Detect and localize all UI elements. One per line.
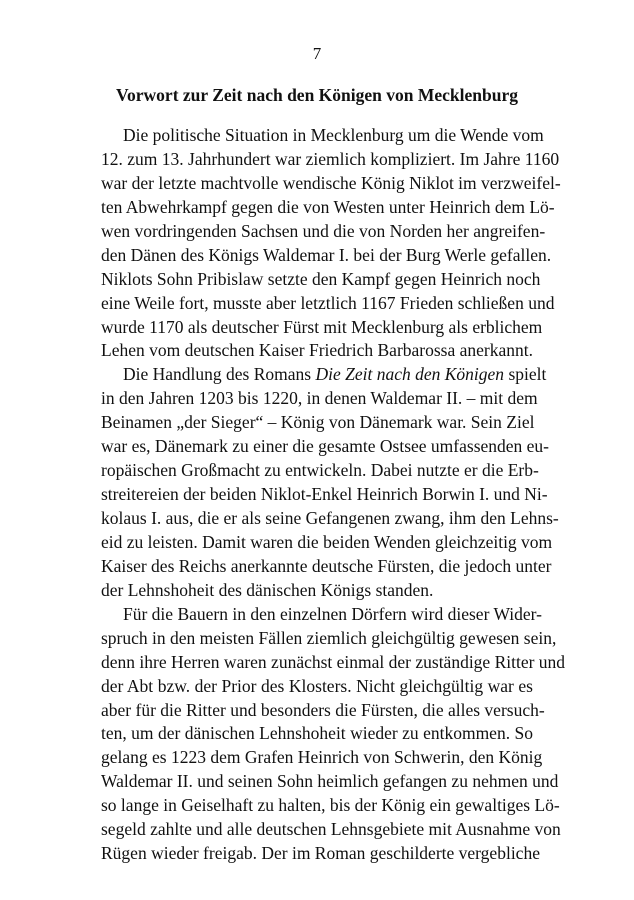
text-line: in den Jahren 1203 bis 1220, in denen Waldemar II. – mit dem [101, 388, 538, 409]
text-line: kolaus I. aus, die er als seine Gefangenen zwang, ihm den Lehns- [101, 508, 559, 528]
text-line: eine Weile fort, musste aber letztlich 1167 Frieden schließen und [101, 292, 555, 313]
text-line: ten Abwehrkampf gegen die von Westen unter Heinrich dem Lö- [101, 196, 555, 217]
text-line: ropäischen Großmacht zu entwickeln. Dabei nutzte er die Erb- [101, 460, 539, 481]
text-line: Rügen wieder freigab. Der im Roman geschilderte vergebliche [101, 843, 540, 864]
text-line: aber für die Ritter und besonders die Fürsten, die alles versuch- [101, 699, 545, 720]
text-line: der Abt bzw. der Prior des Klosters. Nicht gleichgültig war es [101, 675, 533, 696]
text-line: 12. zum 13. Jahrhundert war ziemlich kompliziert. Im Jahre 1160 [101, 148, 560, 169]
text-line: gelang es 1223 dem Grafen Heinrich von Schwerin, den König [101, 747, 543, 768]
text-line: segeld zahlte und alle deutschen Lehnsgebiete mit Ausnahme von [101, 819, 561, 840]
text-line: so lange in Geiselhaft zu halten, bis der König ein gewaltiges Lö- [101, 795, 560, 816]
book-title: Die Zeit nach den Königen [315, 364, 505, 385]
text-line: den Dänen des Königs Waldemar I. bei der Burg Werle gefallen. [101, 244, 552, 265]
text-line: eid zu leisten. Damit waren die beiden Wenden gleichzeitig vom [101, 531, 553, 552]
body-text [101, 124, 566, 866]
text-line: denn ihre Herren waren zunächst einmal der zuständige Ritter und [101, 651, 566, 672]
text-line: Die politische Situation in Mecklenburg um die Wende vom [123, 125, 544, 145]
page-number: 7 [312, 44, 322, 63]
chapter-heading: Vorwort zur Zeit nach den Königen von Mecklenburg [115, 85, 519, 105]
text-line-with-book-title [101, 363, 547, 387]
text-line: Beinamen „der Sieger“ – König von Dänemark war. Sein Ziel [101, 412, 535, 433]
text-line: Niklots Sohn Pribislaw setzte den Kampf gegen Heinrich noch [101, 268, 541, 289]
text-line: Lehen vom deutschen Kaiser Friedrich Barbarossa anerkannt. [101, 340, 533, 361]
text-line: Für die Bauern in den einzelnen Dörfern wird dieser Wider- [123, 603, 542, 624]
text-line: Kaiser des Reichs anerkannte deutsche Fürsten, die jedoch unter [101, 555, 552, 576]
text-line: wurde 1170 als deutscher Fürst mit Mecklenburg als erblichem [101, 316, 543, 337]
text-line: streitereien der beiden Niklot-Enkel Heinrich Borwin I. und Ni- [101, 484, 548, 505]
text-line: war es, Dänemark zu einer die gesamte Ostsee umfassenden eu- [101, 436, 550, 457]
text-line: wen vordringenden Sachsen und die von Norden her angreifen- [101, 220, 546, 241]
text-line: spruch in den meisten Fällen ziemlich gleichgültig gewesen sein, [101, 627, 557, 648]
text-line: der Lehnshoheit des dänischen Königs standen. [101, 579, 434, 600]
text-fragment: Die Handlung des Romans [123, 364, 312, 385]
text-line: Waldemar II. und seinen Sohn heimlich gefangen zu nehmen und [101, 771, 559, 792]
text-line: war der letzte machtvolle wendische König Niklot im verzweifel- [101, 172, 561, 193]
text-fragment: spielt [508, 364, 547, 385]
text-line: ten, um der dänischen Lehnshoheit wieder zu entkommen. So [101, 723, 533, 744]
